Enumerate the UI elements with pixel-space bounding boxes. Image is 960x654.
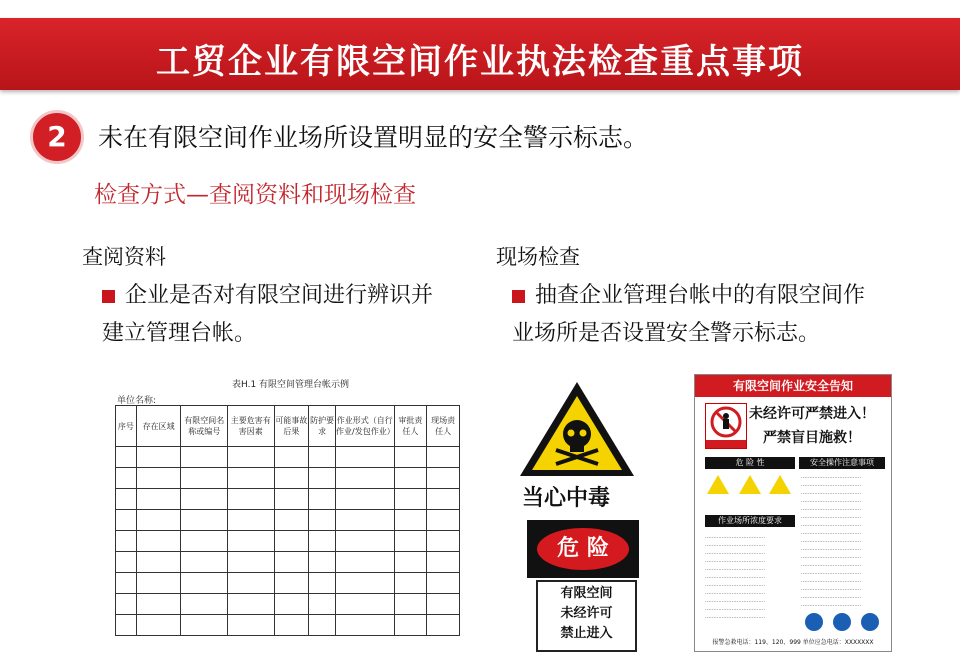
hazard-warning-icon	[769, 475, 791, 494]
table-row	[116, 615, 460, 636]
title-banner	[0, 18, 960, 90]
ledger-table	[115, 405, 460, 636]
left-bullet-line1: 企业是否对有限空间进行辨识并	[125, 283, 434, 308]
left-bullet-line2: 建立管理台帐。	[102, 321, 257, 346]
ledger-unit-label: 单位名称:	[117, 396, 157, 406]
table-row	[116, 594, 460, 615]
ppe-icon	[833, 613, 851, 631]
hazard-label: 危 险 性	[705, 457, 795, 469]
ledger-caption: 表H.1 有限空间管理台帐示例	[232, 380, 350, 390]
ledger-col-header: 存在区域	[136, 406, 181, 447]
safety-notice-board	[694, 374, 892, 652]
confined-sign-line2: 未经许可	[560, 606, 613, 621]
table-row	[116, 468, 460, 489]
left-bullet	[102, 277, 433, 353]
item-number-badge: 2	[30, 110, 84, 164]
page-title: 工贸企业有限空间作业执法检查重点事项	[156, 42, 804, 82]
ppe-icon	[805, 613, 823, 631]
notice-fine-print: ……………………………… ……………………………… ……………………………… ……………………………… ……………………………… ……………………………… ……………………………… ……………………………… ……………………………… ……………………………… ………………………………	[705, 534, 765, 620]
hazard-warning-icon	[739, 475, 761, 494]
right-bullet-line1: 抽查企业管理台帐中的有限空间作	[535, 283, 866, 308]
table-row	[116, 552, 460, 573]
hazard-warning-icon	[707, 475, 729, 494]
notice-line1: 未经许可严禁进入！	[749, 406, 875, 422]
left-column-heading: 查阅资料	[82, 245, 166, 269]
inspection-method: 检查方式—查阅资料和现场检查	[94, 182, 416, 208]
danger-sign-label: 危 险	[537, 528, 629, 570]
ppe-icon	[861, 613, 879, 631]
ledger-col-header: 现场责任人	[427, 406, 460, 447]
poison-warning-icon	[516, 378, 638, 480]
notice-footer: 报警急救电话：119、120、999 单位应急电话：XXXXXXX	[712, 639, 874, 646]
notice-line2: 严禁盲目施救！	[763, 430, 861, 446]
ledger-header-row	[116, 406, 460, 447]
safety-ops-label: 安全操作注意事项	[799, 457, 885, 469]
item-description: 未在有限空间作业场所设置明显的安全警示标志。	[98, 123, 649, 152]
notice-title: 有限空间作业安全告知	[695, 375, 891, 397]
ledger-col-header: 作业形式（自行作业/发包作业）	[336, 406, 395, 447]
table-row	[116, 573, 460, 594]
danger-sign	[527, 520, 639, 578]
table-row	[116, 489, 460, 510]
table-row	[116, 510, 460, 531]
confined-space-sign	[536, 580, 637, 652]
notice-fine-print: ……………………………… ……………………………… ……………………………… ……………………………… ……………………………… ……………………………… ……………………………… ……………………………… ……………………………… ……………………………… ……………………………… ……………………………… ……………………………… ……………………………… ……………………………… ……………………………… ………………………………	[801, 474, 861, 608]
bullet-square-icon	[102, 290, 115, 303]
right-bullet-line2: 业场所是否设置安全警示标志。	[512, 321, 821, 346]
confined-sign-line3: 禁止进入	[560, 626, 613, 641]
ledger-col-header: 防护要求	[309, 406, 336, 447]
right-column-heading: 现场检查	[496, 245, 580, 269]
ledger-col-header: 有限空间名称或编号	[181, 406, 228, 447]
bullet-square-icon	[512, 290, 525, 303]
no-entry-icon	[705, 403, 747, 449]
confined-sign-line1: 有限空间	[560, 586, 613, 601]
ledger-col-header: 主要危害有害因素	[227, 406, 274, 447]
poison-sign-label: 当心中毒	[522, 486, 611, 511]
ledger-col-header: 序号	[116, 406, 137, 447]
table-row	[116, 447, 460, 468]
table-row	[116, 531, 460, 552]
ledger-col-header: 审批责任人	[394, 406, 427, 447]
concentration-label: 作业场所浓度要求	[705, 515, 795, 527]
right-bullet	[512, 277, 865, 353]
ledger-col-header: 可能事故后果	[274, 406, 309, 447]
